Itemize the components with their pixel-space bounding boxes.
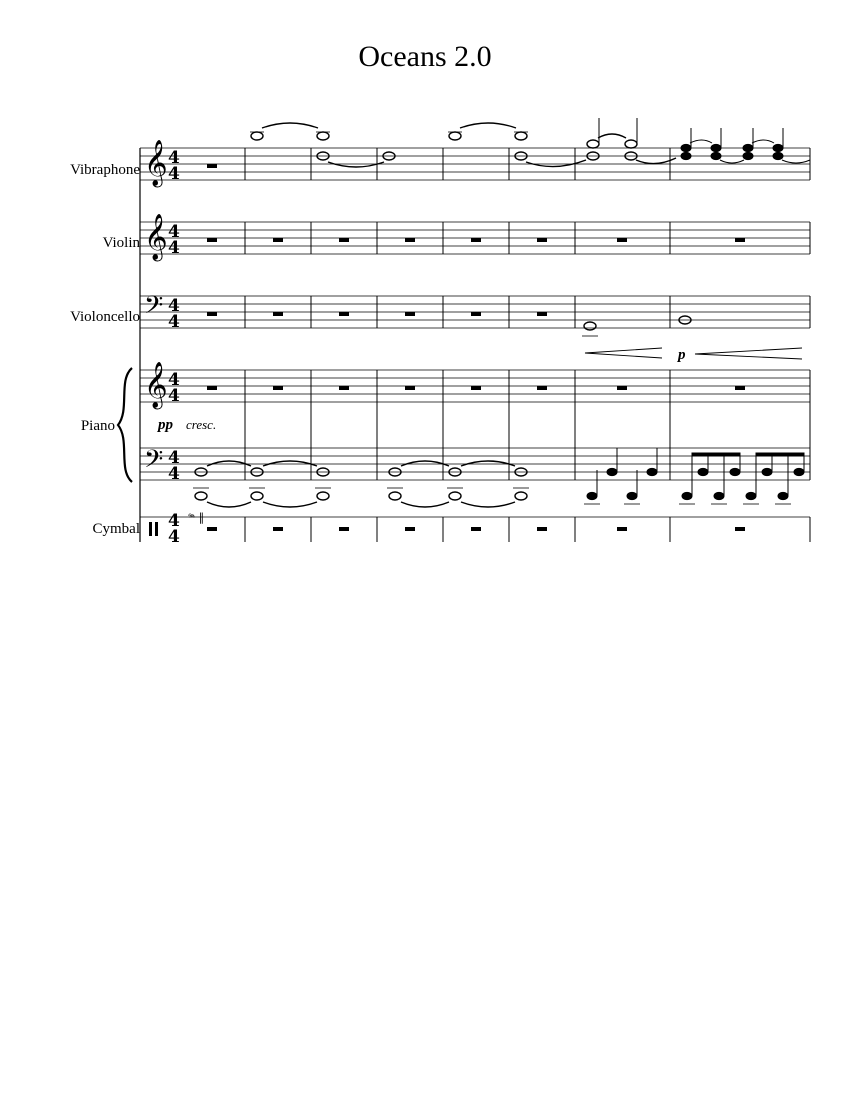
svg-text:4: 4 (168, 386, 180, 406)
svg-text:4: 4 (168, 511, 180, 531)
staff-vibraphone (140, 148, 810, 180)
pedal-mark-icon: 𝆮 ‖ (188, 511, 205, 524)
piano-left-hand-rhythm (584, 448, 804, 504)
instrument-label-violin: Violin (102, 235, 140, 251)
dynamic-pp: pp (158, 417, 173, 433)
instrument-label-violoncello: Violoncello (70, 309, 140, 325)
svg-text:4: 4 (168, 448, 180, 468)
vibraphone-quarter-notes (681, 128, 810, 163)
piano-left-hand-notes (193, 461, 529, 507)
bass-clef-icon: 𝄢 (144, 291, 164, 326)
svg-text:4: 4 (168, 464, 180, 484)
svg-text:4: 4 (168, 238, 180, 258)
percussion-clef-icon (149, 522, 158, 536)
piano-brace (118, 368, 132, 482)
expression-cresc: cresc. (186, 417, 217, 432)
svg-text:4: 4 (168, 148, 180, 168)
svg-text:4: 4 (168, 296, 180, 316)
vibraphone-notes (250, 118, 676, 167)
svg-text:4: 4 (168, 222, 180, 242)
hairpins (585, 348, 802, 359)
treble-clef-icon: 𝄞 (144, 362, 168, 408)
bass-clef-icon: 𝄢 (144, 445, 164, 480)
treble-clef-icon: 𝄞 (144, 214, 168, 260)
svg-text:4: 4 (168, 312, 180, 332)
svg-text:4: 4 (168, 527, 180, 547)
svg-text:4: 4 (168, 370, 180, 390)
rests (207, 164, 745, 531)
instrument-label-piano: Piano (80, 418, 115, 434)
dynamic-p: p (678, 347, 686, 363)
barlines (245, 148, 810, 542)
instrument-label-vibraphone: Vibraphone (70, 162, 140, 178)
svg-text:4: 4 (168, 164, 180, 184)
time-signatures (168, 148, 180, 547)
cello-notes (582, 316, 691, 336)
instrument-label-cymbal: Cymbal (92, 521, 140, 537)
score-title: Oceans 2.0 (358, 40, 492, 73)
treble-clef-icon: 𝄞 (144, 140, 168, 186)
